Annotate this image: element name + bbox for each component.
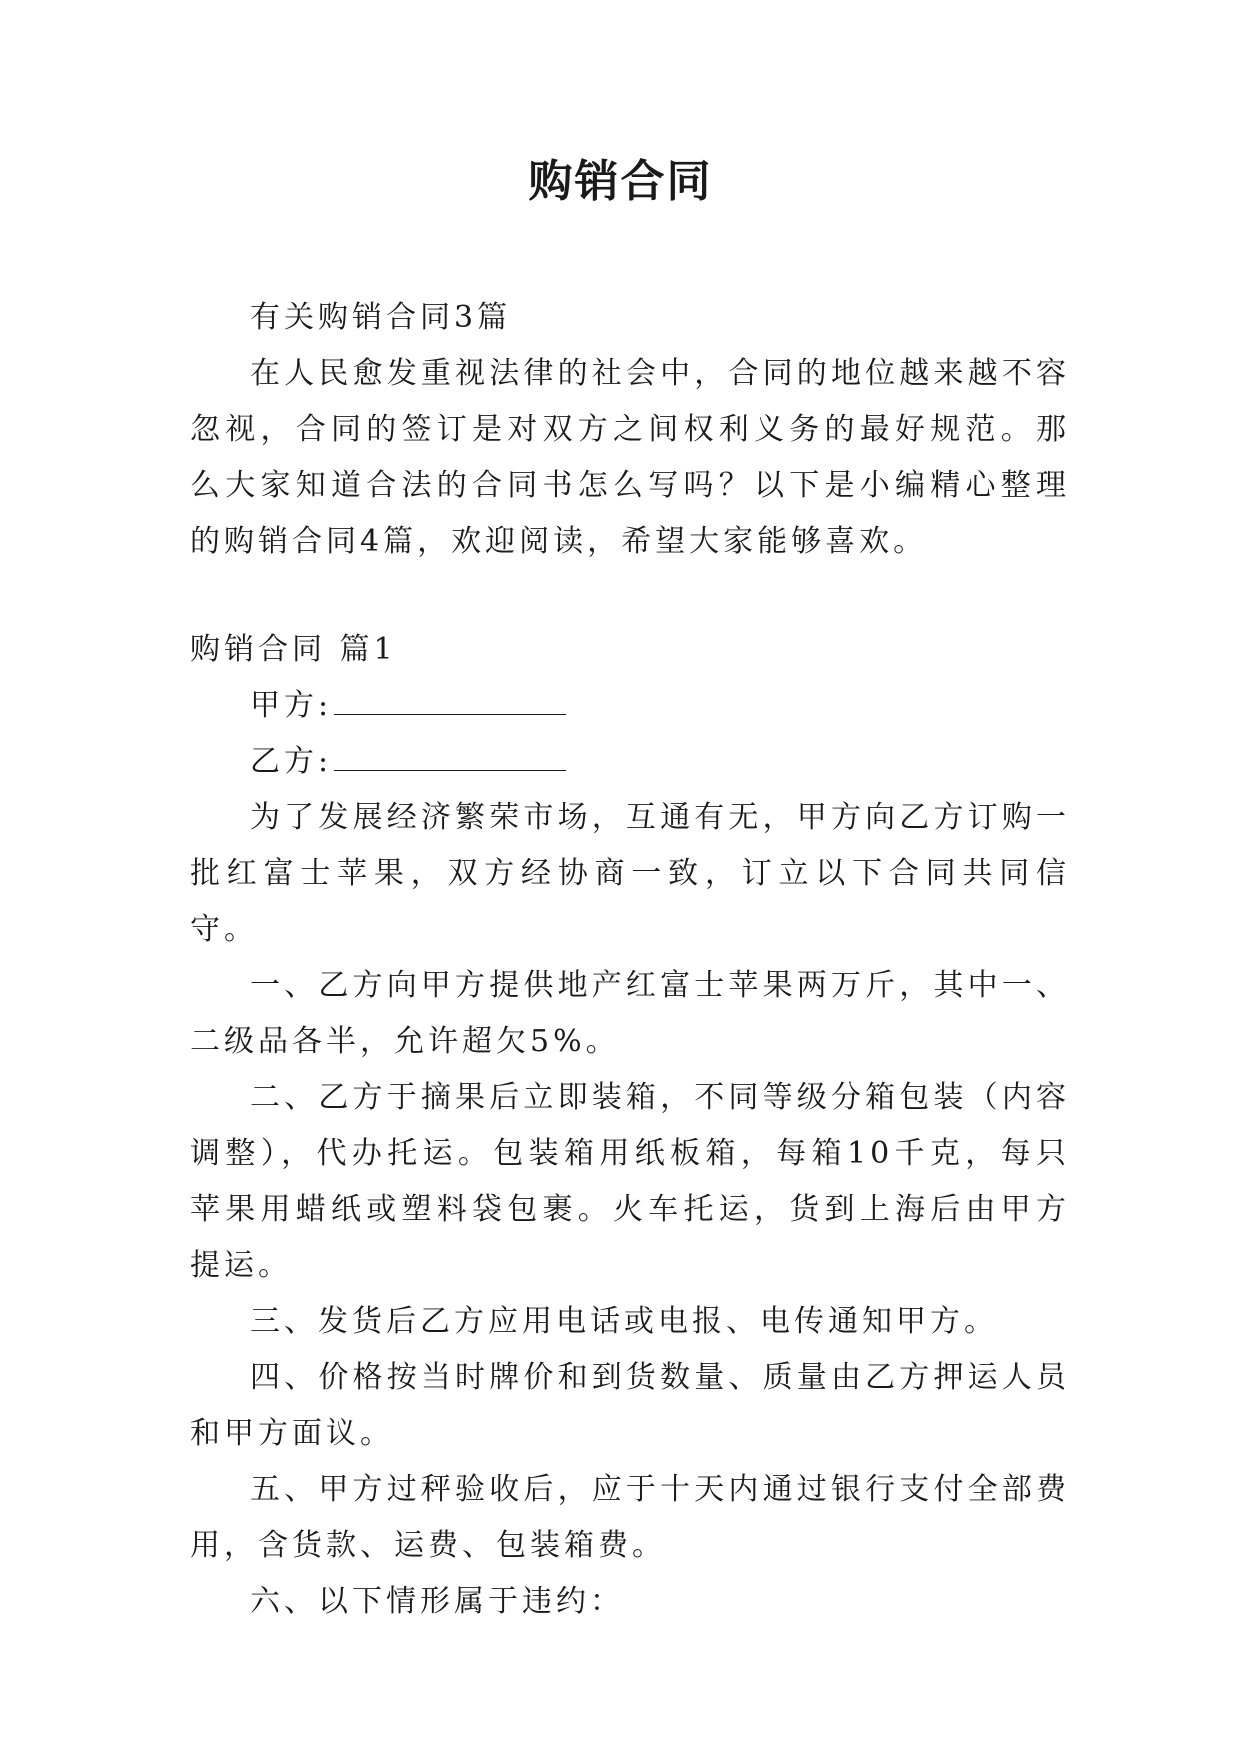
document-body <box>190 290 1070 1630</box>
party-a-line <box>190 678 1070 734</box>
contract-clause-5: 五、甲方过秤验收后，应于十天内通过银行支付全部费用，含货款、运费、包装箱费。 <box>190 1472 1070 1563</box>
contract-clause-1: 一、乙方向甲方提供地产红富士苹果两万斤，其中一、二级品各半，允许超欠5%。 <box>190 968 1070 1059</box>
party-b-line <box>190 734 1070 790</box>
intro-paragraph: 在人民愈发重视法律的社会中，合同的地位越来越不容忽视，合同的签订是对双方之间权利义务的最好规范。那么大家知道合法的合同书怎么写吗？以下是小编精心整理的购销合同4篇，欢迎阅读，希望大家能够喜欢。 <box>190 356 1070 559</box>
intro-heading: 有关购销合同3篇 <box>250 300 512 335</box>
contract-clause-6: 六、以下情形属于违约： <box>250 1584 624 1619</box>
party-a-label: 甲方: <box>250 688 333 723</box>
party-b-blank <box>334 738 566 771</box>
contract-clause-3: 三、发货后乙方应用电话或电报、电传通知甲方。 <box>250 1304 998 1339</box>
party-b-label: 乙方: <box>250 744 333 779</box>
contract-clause-2: 二、乙方于摘果后立即装箱，不同等级分箱包装（内容调整），代办托运。包装箱用纸板箱，每箱10千克，每只苹果用蜡纸或塑料袋包裹。火车托运，货到上海后由甲方提运。 <box>190 1080 1070 1283</box>
section-title: 购销合同 篇1 <box>190 632 397 667</box>
document-title: 购销合同 <box>528 156 713 207</box>
party-a-blank <box>334 682 566 715</box>
contract-paragraph: 为了发展经济繁荣市场，互通有无，甲方向乙方订购一批红富士苹果，双方经协商一致，订立以下合同共同信守。 <box>190 800 1070 947</box>
contract-clause-4: 四、价格按当时牌价和到货数量、质量由乙方押运人员和甲方面议。 <box>190 1360 1070 1451</box>
